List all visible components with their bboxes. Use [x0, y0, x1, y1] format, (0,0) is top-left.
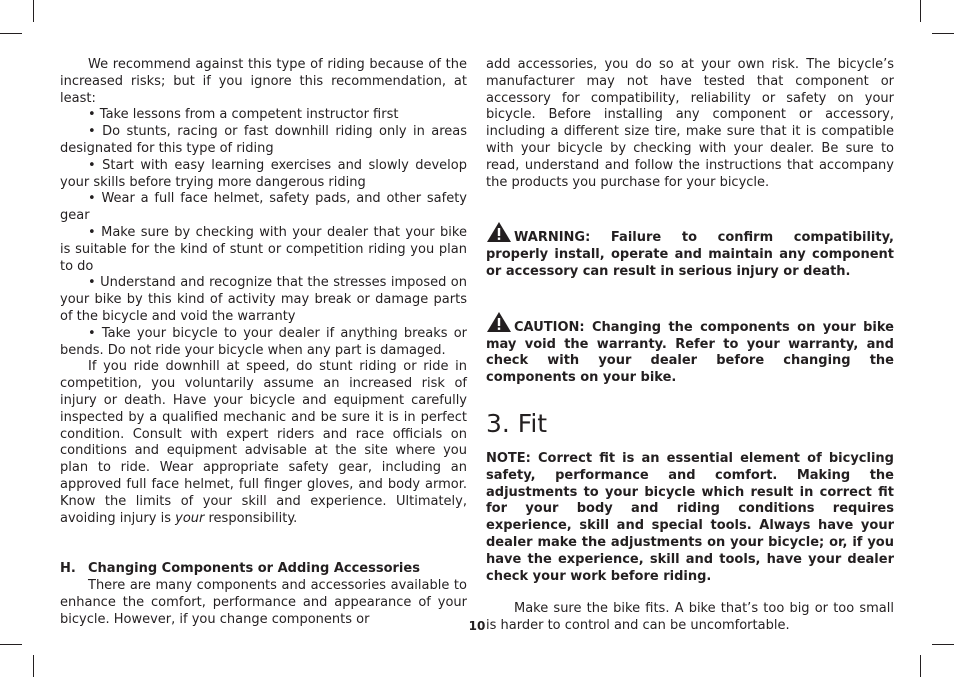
left-column — [60, 57, 467, 629]
bullet-item: • Start with easy learning exercises and slowly develop your skills before trying more dangerous riding — [60, 157, 467, 190]
page-number: 10 — [468, 619, 486, 633]
bullet-item: • Take lessons from a competent instructor first — [88, 107, 399, 123]
crop-mark — [0, 33, 22, 34]
warning-block — [486, 221, 894, 280]
bullet-item: • Make sure by checking with your dealer that your bike is suitable for the kind of stunt or competition riding you plan to do — [60, 224, 467, 274]
continued-paragraph: add accessories, you do so at your own risk. The bicycle’s manufacturer may not have tested that component or accessory for compatibility, reliability or safety on your bicycle. Before installing any component or accessory, including a different size tire, make sure that it is compatible with your bicycle by checking with your dealer. Be sure to read, understand and follow the instructions that accompany the products you purchase for your bicycle. — [486, 57, 894, 190]
section-title: 3. Fit — [486, 408, 548, 438]
right-column — [486, 57, 894, 635]
crop-mark — [33, 655, 34, 677]
section-h-label: H. — [60, 561, 76, 577]
crop-mark — [920, 0, 921, 22]
note-paragraph: NOTE: Correct fit is an essential element of bicycling safety, performance and comfort. Making the adjustments to your bicycle which result in correct fit for your body and riding conditions requires experience, skill and special tools. Always have your dealer make the adjustments on your bicycle; or, if you have the experience, skill and tools, have your dealer check your work before riding. — [486, 450, 894, 584]
bullet-item: • Take your bicycle to your dealer if anything breaks or bends. Do not ride your bicycle when any part is damaged. — [60, 325, 467, 358]
section-h-heading — [60, 561, 467, 578]
crop-mark — [932, 644, 954, 645]
bullet-item: • Do stunts, racing or fast downhill riding only in areas designated for this type of riding — [60, 124, 467, 156]
section-h-body: There are many components and accessories available to enhance the comfort, performance and appearance of your bicycle. However, if you change components or — [60, 578, 467, 627]
bullet-item: • Wear a full face helmet, safety pads, and other safety gear — [60, 191, 467, 224]
fit-paragraph: Make sure the bike fits. A bike that’s too big or too small is harder to control and can be uncomfortable. — [486, 601, 894, 634]
intro-paragraph: We recommend against this type of riding because of the increased risks; but if you ignore this recommendation, at least: — [60, 57, 467, 106]
bullet-item: • Understand and recognize that the stresses imposed on your bike by this kind of activity may break or damage parts of the bicycle and void the warranty — [60, 275, 467, 324]
crop-mark — [932, 33, 954, 34]
risk-emphasis: your — [175, 510, 205, 526]
risk-text-end: responsibility. — [208, 510, 298, 526]
risk-paragraph — [60, 359, 467, 527]
warning-text: WARNING: Failure to confirm compatibility, properly install, operate and maintain any component or accessory can result in serious injury or death. — [486, 230, 894, 279]
risk-text: If you ride downhill at speed, do stunt riding or ride in competition, you voluntarily assume an increased risk of injury or death. Have your bicycle and equipment carefully inspected by a qualified mechanic and be sure it is in perfect condition. Consult with expert riders and race officials on conditions and equipment advisable at the site where you plan to ride. Wear appropriate safety gear, including an approved full face helmet, full finger gloves, and body armor. Know the limits of your skill and experience. Ultimately, avoiding injury is — [60, 359, 467, 526]
caution-block — [486, 311, 894, 387]
warning-triangle-icon — [486, 311, 512, 333]
crop-mark — [33, 0, 34, 22]
crop-mark — [920, 655, 921, 677]
caution-text: CAUTION: Changing the components on your bike may void the warranty. Refer to your warranty, and check with your dealer before changing the components on your bike. — [486, 319, 894, 386]
section-h-title: Changing Components or Adding Accessories — [88, 561, 420, 577]
crop-mark — [0, 644, 22, 645]
warning-triangle-icon — [486, 221, 512, 243]
